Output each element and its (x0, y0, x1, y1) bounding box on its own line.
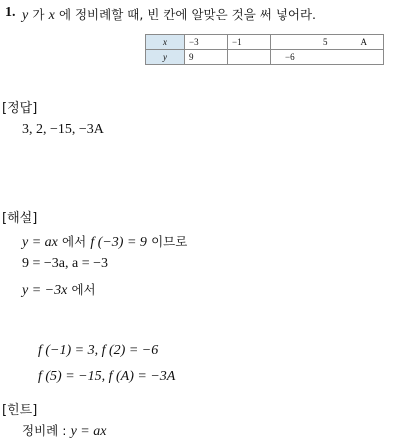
var-x: x (48, 8, 55, 23)
hint-text: 정비례 : (22, 423, 67, 438)
solution-line-5: f (5) = −15, f (A) = −3A (38, 369, 176, 384)
table-row-y (146, 50, 384, 65)
solution-line-2: 9 = −3a, a = −3 (22, 256, 109, 271)
table-head-y: y (146, 50, 185, 65)
solution-text: 이므로 (151, 234, 188, 249)
solution-line-1 (22, 232, 187, 251)
question-number: 1. (5, 5, 16, 20)
table-cell-blank (228, 50, 271, 65)
table-cell-value: A (360, 37, 367, 47)
table-cell: −3 (185, 35, 228, 50)
hint-line (22, 421, 106, 440)
table-head-x: x (146, 35, 185, 50)
table-cell-value: 5 (323, 37, 328, 47)
formula: y = ax (70, 424, 107, 439)
solution-label: [해설] (2, 211, 38, 226)
solution-text: 에서 (71, 282, 96, 297)
hint-label: [힌트] (2, 403, 38, 418)
value-table (145, 34, 384, 65)
formula: y = ax (22, 235, 58, 250)
formula: y = −3x (22, 283, 68, 298)
solution-text: 에서 (62, 234, 87, 249)
table-row-x (146, 35, 384, 50)
question-text (22, 5, 316, 24)
formula: f (−3) = 9 (90, 235, 147, 250)
answer-value: 3, 2, −15, −3A (22, 122, 104, 137)
solution-line-3 (22, 280, 96, 299)
table-cell (271, 50, 384, 65)
table-cell: −1 (228, 35, 271, 50)
table-cell (271, 35, 384, 50)
var-y: y (22, 8, 29, 23)
answer-label: [정답] (2, 101, 38, 116)
question-particle: 가 (32, 7, 45, 22)
question-body: 에 정비례할 때, 빈 칸에 알맞은 것을 써 넣어라. (58, 7, 317, 22)
solution-line-4: f (−1) = 3, f (2) = −6 (38, 343, 159, 358)
table-cell: 9 (185, 50, 228, 65)
table-cell-value: −6 (285, 52, 295, 62)
